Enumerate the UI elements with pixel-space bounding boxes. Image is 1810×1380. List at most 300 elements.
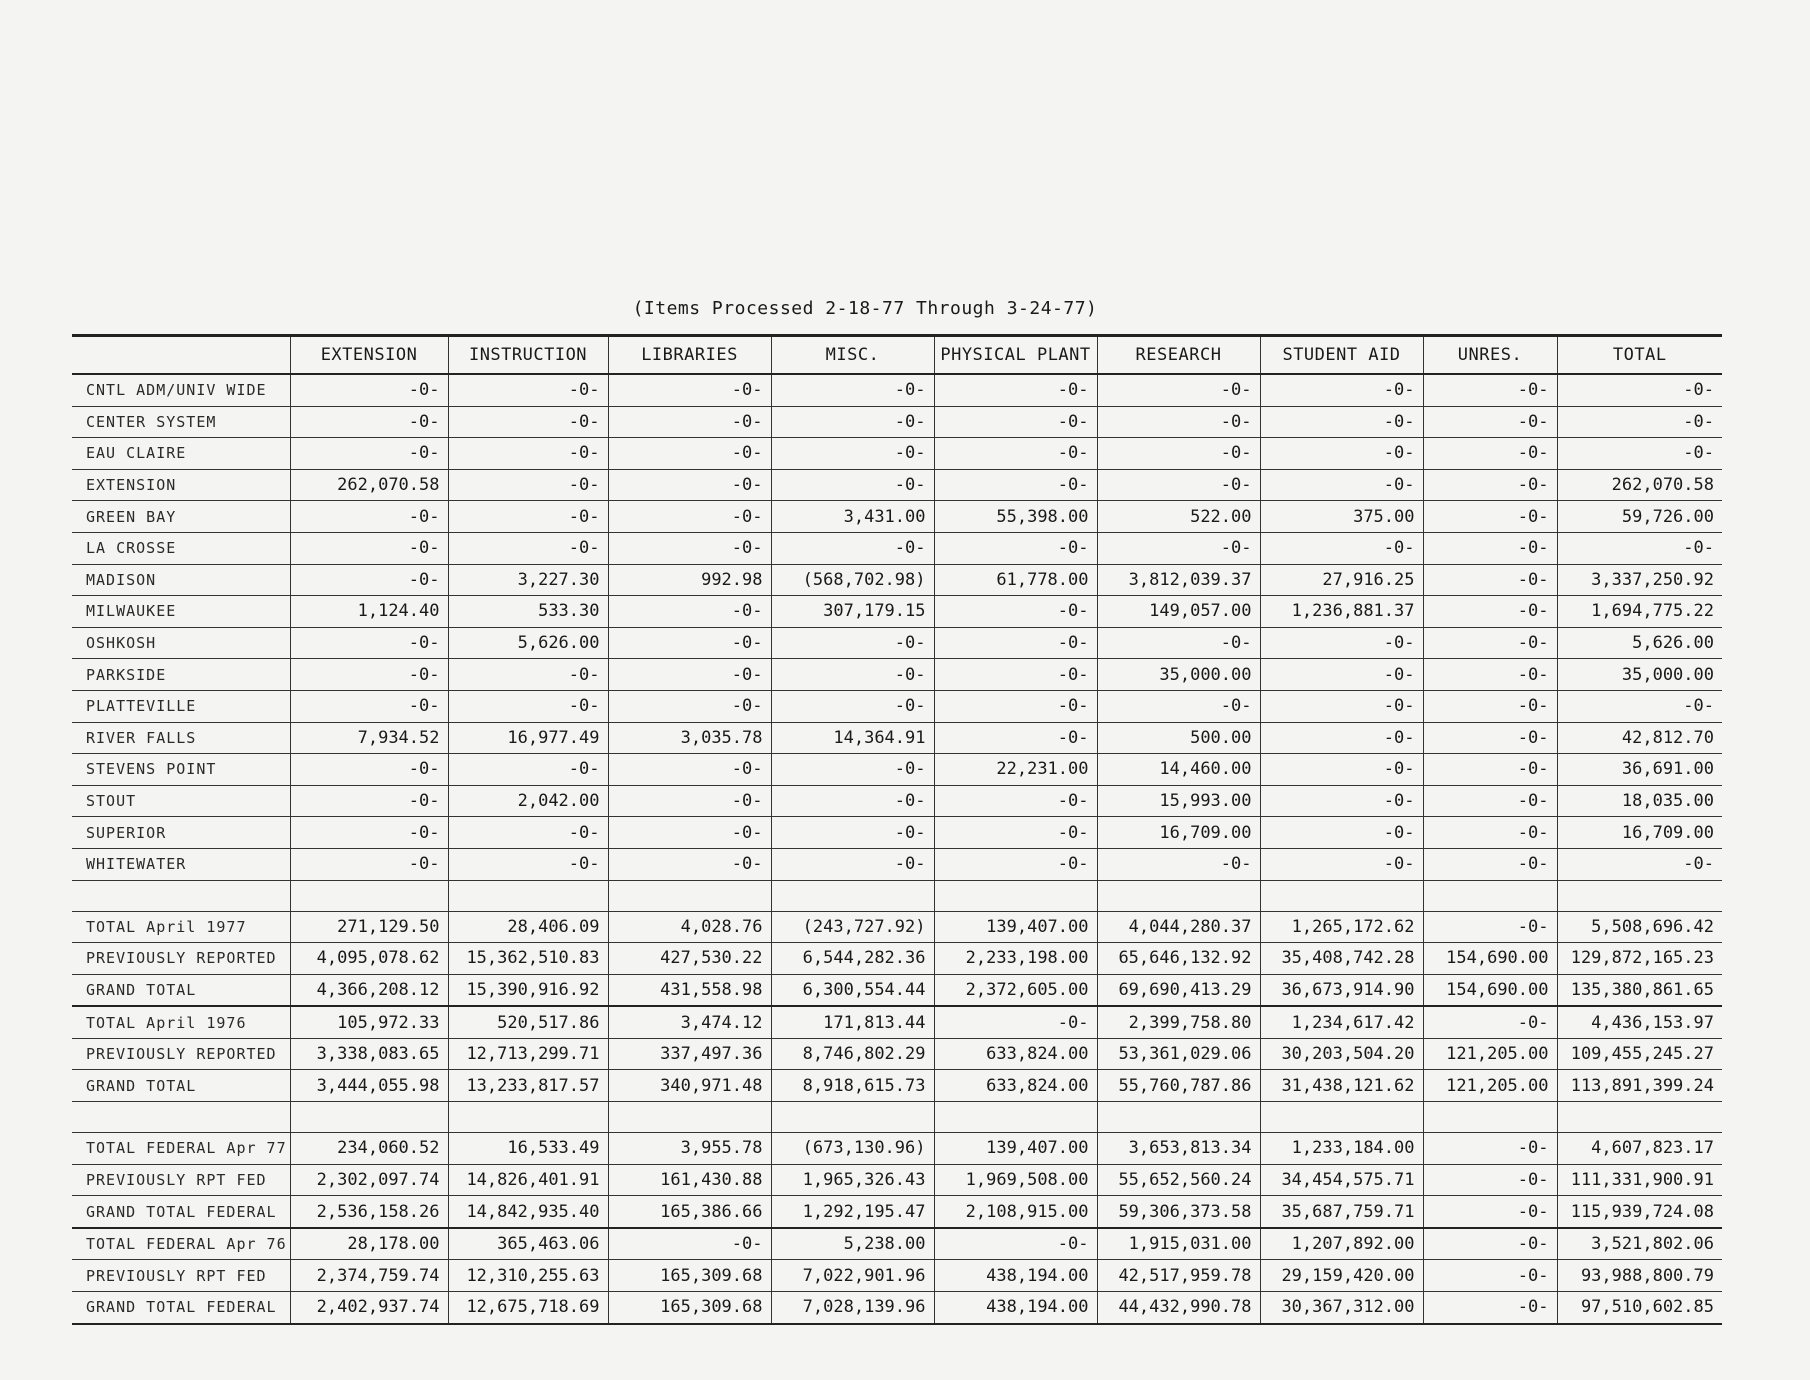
- cell-extension: 105,972.33: [290, 1006, 448, 1038]
- cell-unres: -0-: [1423, 911, 1557, 943]
- cell-student-aid: 1,236,881.37: [1260, 596, 1423, 628]
- cell-extension: -0-: [290, 627, 448, 659]
- cell-student-aid: -0-: [1260, 690, 1423, 722]
- table-row: [72, 1133, 1722, 1165]
- row-label: GRAND TOTAL: [72, 974, 290, 1006]
- cell-unres: 154,690.00: [1423, 943, 1557, 975]
- cell-student-aid: -0-: [1260, 374, 1423, 406]
- cell-physical-plant: 139,407.00: [934, 911, 1097, 943]
- cell-libraries: -0-: [608, 438, 771, 470]
- cell-extension: 7,934.52: [290, 722, 448, 754]
- cell-misc: 307,179.15: [771, 596, 934, 628]
- cell-libraries: 4,028.76: [608, 911, 771, 943]
- table-row: [72, 817, 1722, 849]
- cell-misc: -0-: [771, 438, 934, 470]
- table-row: [72, 943, 1722, 975]
- empty-cell: [448, 880, 608, 911]
- cell-libraries: 161,430.88: [608, 1164, 771, 1196]
- row-label: WHITEWATER: [72, 848, 290, 880]
- cell-misc: -0-: [771, 532, 934, 564]
- cell-instruction: 15,390,916.92: [448, 974, 608, 1006]
- cell-student-aid: -0-: [1260, 659, 1423, 691]
- empty-cell: [1557, 1102, 1722, 1133]
- cell-total: 109,455,245.27: [1557, 1038, 1722, 1070]
- table-row: [72, 1260, 1722, 1292]
- cell-physical-plant: -0-: [934, 406, 1097, 438]
- cell-misc: 8,918,615.73: [771, 1070, 934, 1102]
- row-label: STOUT: [72, 785, 290, 817]
- cell-physical-plant: -0-: [934, 1228, 1097, 1260]
- cell-extension: 2,402,937.74: [290, 1292, 448, 1324]
- cell-instruction: -0-: [448, 501, 608, 533]
- cell-physical-plant: -0-: [934, 374, 1097, 406]
- cell-total: 4,607,823.17: [1557, 1133, 1722, 1165]
- cell-unres: 121,205.00: [1423, 1038, 1557, 1070]
- cell-unres: 154,690.00: [1423, 974, 1557, 1006]
- cell-student-aid: 27,916.25: [1260, 564, 1423, 596]
- cell-physical-plant: 633,824.00: [934, 1070, 1097, 1102]
- row-label: TOTAL FEDERAL Apr 77: [72, 1133, 290, 1165]
- cell-student-aid: -0-: [1260, 785, 1423, 817]
- cell-misc: 6,544,282.36: [771, 943, 934, 975]
- empty-cell: [1097, 880, 1260, 911]
- cell-extension: -0-: [290, 785, 448, 817]
- cell-unres: -0-: [1423, 1260, 1557, 1292]
- empty-cell: [1097, 1102, 1260, 1133]
- cell-total: 3,337,250.92: [1557, 564, 1722, 596]
- cell-total: 93,988,800.79: [1557, 1260, 1722, 1292]
- cell-total: -0-: [1557, 374, 1722, 406]
- cell-misc: -0-: [771, 785, 934, 817]
- cell-total: -0-: [1557, 406, 1722, 438]
- cell-student-aid: -0-: [1260, 469, 1423, 501]
- row-label: TOTAL FEDERAL Apr 76: [72, 1228, 290, 1260]
- cell-unres: -0-: [1423, 1006, 1557, 1038]
- header-physical-plant: PHYSICAL PLANT: [934, 336, 1097, 375]
- header-label-column: [72, 336, 290, 375]
- table-row: [72, 785, 1722, 817]
- cell-student-aid: 1,233,184.00: [1260, 1133, 1423, 1165]
- table-row: [72, 532, 1722, 564]
- cell-extension: 1,124.40: [290, 596, 448, 628]
- cell-student-aid: 35,687,759.71: [1260, 1196, 1423, 1228]
- cell-total: 262,070.58: [1557, 469, 1722, 501]
- cell-instruction: 12,310,255.63: [448, 1260, 608, 1292]
- cell-libraries: -0-: [608, 627, 771, 659]
- cell-unres: -0-: [1423, 1164, 1557, 1196]
- empty-cell: [934, 880, 1097, 911]
- row-label: TOTAL April 1976: [72, 1006, 290, 1038]
- table-row: [72, 754, 1722, 786]
- cell-total: 18,035.00: [1557, 785, 1722, 817]
- cell-instruction: 533.30: [448, 596, 608, 628]
- cell-libraries: -0-: [608, 501, 771, 533]
- cell-instruction: 5,626.00: [448, 627, 608, 659]
- cell-physical-plant: -0-: [934, 438, 1097, 470]
- cell-instruction: 365,463.06: [448, 1228, 608, 1260]
- cell-instruction: -0-: [448, 848, 608, 880]
- cell-unres: -0-: [1423, 817, 1557, 849]
- header-total: TOTAL: [1557, 336, 1722, 375]
- cell-libraries: -0-: [608, 785, 771, 817]
- cell-libraries: 165,309.68: [608, 1260, 771, 1292]
- empty-cell: [608, 880, 771, 911]
- header-row: [72, 336, 1722, 375]
- cell-unres: -0-: [1423, 374, 1557, 406]
- cell-misc: -0-: [771, 406, 934, 438]
- table-row: [72, 690, 1722, 722]
- cell-total: 5,626.00: [1557, 627, 1722, 659]
- cell-student-aid: 1,265,172.62: [1260, 911, 1423, 943]
- cell-extension: 2,302,097.74: [290, 1164, 448, 1196]
- row-label: PARKSIDE: [72, 659, 290, 691]
- cell-unres: -0-: [1423, 438, 1557, 470]
- cell-physical-plant: 1,969,508.00: [934, 1164, 1097, 1196]
- cell-extension: 28,178.00: [290, 1228, 448, 1260]
- cell-instruction: -0-: [448, 754, 608, 786]
- table-row: [72, 564, 1722, 596]
- cell-instruction: 2,042.00: [448, 785, 608, 817]
- cell-instruction: 28,406.09: [448, 911, 608, 943]
- cell-libraries: -0-: [608, 754, 771, 786]
- cell-physical-plant: 55,398.00: [934, 501, 1097, 533]
- table-row: [72, 1196, 1722, 1228]
- cell-unres: -0-: [1423, 754, 1557, 786]
- cell-instruction: -0-: [448, 406, 608, 438]
- cell-student-aid: -0-: [1260, 406, 1423, 438]
- cell-instruction: -0-: [448, 659, 608, 691]
- empty-cell: [1423, 1102, 1557, 1133]
- table-row: [72, 1292, 1722, 1324]
- cell-physical-plant: -0-: [934, 596, 1097, 628]
- cell-extension: -0-: [290, 817, 448, 849]
- cell-misc: 171,813.44: [771, 1006, 934, 1038]
- cell-physical-plant: 438,194.00: [934, 1292, 1097, 1324]
- cell-instruction: -0-: [448, 438, 608, 470]
- cell-unres: -0-: [1423, 659, 1557, 691]
- cell-physical-plant: 438,194.00: [934, 1260, 1097, 1292]
- cell-physical-plant: -0-: [934, 848, 1097, 880]
- cell-research: 53,361,029.06: [1097, 1038, 1260, 1070]
- table-body: [72, 374, 1722, 1324]
- cell-student-aid: -0-: [1260, 627, 1423, 659]
- cell-total: 135,380,861.65: [1557, 974, 1722, 1006]
- cell-physical-plant: -0-: [934, 785, 1097, 817]
- cell-unres: -0-: [1423, 1292, 1557, 1324]
- cell-extension: -0-: [290, 564, 448, 596]
- cell-misc: -0-: [771, 627, 934, 659]
- cell-student-aid: -0-: [1260, 848, 1423, 880]
- cell-libraries: -0-: [608, 406, 771, 438]
- cell-unres: -0-: [1423, 1133, 1557, 1165]
- cell-physical-plant: 2,108,915.00: [934, 1196, 1097, 1228]
- cell-unres: -0-: [1423, 690, 1557, 722]
- cell-research: 35,000.00: [1097, 659, 1260, 691]
- cell-misc: -0-: [771, 817, 934, 849]
- table-header: [72, 336, 1722, 375]
- header-student-aid: STUDENT AID: [1260, 336, 1423, 375]
- row-label: CENTER SYSTEM: [72, 406, 290, 438]
- row-label: EXTENSION: [72, 469, 290, 501]
- cell-student-aid: 36,673,914.90: [1260, 974, 1423, 1006]
- table-row: [72, 1164, 1722, 1196]
- empty-cell: [771, 1102, 934, 1133]
- cell-misc: 1,292,195.47: [771, 1196, 934, 1228]
- cell-student-aid: 30,367,312.00: [1260, 1292, 1423, 1324]
- cell-instruction: 14,826,401.91: [448, 1164, 608, 1196]
- cell-instruction: -0-: [448, 532, 608, 564]
- cell-unres: 121,205.00: [1423, 1070, 1557, 1102]
- cell-extension: 4,366,208.12: [290, 974, 448, 1006]
- cell-physical-plant: 139,407.00: [934, 1133, 1097, 1165]
- empty-cell: [1557, 880, 1722, 911]
- cell-libraries: -0-: [608, 848, 771, 880]
- row-label: SUPERIOR: [72, 817, 290, 849]
- cell-research: 65,646,132.92: [1097, 943, 1260, 975]
- row-label: MILWAUKEE: [72, 596, 290, 628]
- table-row: [72, 501, 1722, 533]
- cell-physical-plant: -0-: [934, 659, 1097, 691]
- header-misc: MISC.: [771, 336, 934, 375]
- row-label: LA CROSSE: [72, 532, 290, 564]
- table-row: [72, 1228, 1722, 1260]
- cell-research: 500.00: [1097, 722, 1260, 754]
- row-label: GRAND TOTAL: [72, 1070, 290, 1102]
- table-row: [72, 848, 1722, 880]
- cell-research: -0-: [1097, 469, 1260, 501]
- table-row: [72, 1006, 1722, 1038]
- cell-libraries: 165,386.66: [608, 1196, 771, 1228]
- cell-instruction: -0-: [448, 469, 608, 501]
- cell-extension: -0-: [290, 374, 448, 406]
- cell-libraries: 992.98: [608, 564, 771, 596]
- cell-total: -0-: [1557, 532, 1722, 564]
- table-row: [72, 374, 1722, 406]
- table-row: [72, 627, 1722, 659]
- cell-unres: -0-: [1423, 406, 1557, 438]
- cell-research: -0-: [1097, 406, 1260, 438]
- cell-extension: 4,095,078.62: [290, 943, 448, 975]
- cell-instruction: 3,227.30: [448, 564, 608, 596]
- cell-misc: 6,300,554.44: [771, 974, 934, 1006]
- cell-student-aid: 30,203,504.20: [1260, 1038, 1423, 1070]
- table-row: [72, 406, 1722, 438]
- cell-instruction: 16,977.49: [448, 722, 608, 754]
- cell-student-aid: -0-: [1260, 754, 1423, 786]
- cell-student-aid: -0-: [1260, 438, 1423, 470]
- cell-physical-plant: 61,778.00: [934, 564, 1097, 596]
- header-extension: EXTENSION: [290, 336, 448, 375]
- cell-extension: -0-: [290, 848, 448, 880]
- cell-misc: 7,022,901.96: [771, 1260, 934, 1292]
- cell-physical-plant: 22,231.00: [934, 754, 1097, 786]
- cell-total: 35,000.00: [1557, 659, 1722, 691]
- empty-cell: [608, 1102, 771, 1133]
- row-label: GREEN BAY: [72, 501, 290, 533]
- cell-total: -0-: [1557, 690, 1722, 722]
- empty-cell: [448, 1102, 608, 1133]
- table-row: [72, 659, 1722, 691]
- empty-cell: [771, 880, 934, 911]
- table-row: [72, 438, 1722, 470]
- empty-cell: [290, 1102, 448, 1133]
- cell-libraries: -0-: [608, 596, 771, 628]
- cell-physical-plant: -0-: [934, 722, 1097, 754]
- header-libraries: LIBRARIES: [608, 336, 771, 375]
- empty-cell: [1260, 1102, 1423, 1133]
- cell-instruction: -0-: [448, 817, 608, 849]
- cell-extension: 271,129.50: [290, 911, 448, 943]
- cell-instruction: -0-: [448, 690, 608, 722]
- cell-instruction: 13,233,817.57: [448, 1070, 608, 1102]
- cell-student-aid: -0-: [1260, 722, 1423, 754]
- expenditure-table-container: [72, 334, 1722, 1325]
- table-row: [72, 974, 1722, 1006]
- page-title: (Items Processed 2-18-77 Through 3-24-77): [632, 298, 1098, 319]
- table-row: [72, 1070, 1722, 1102]
- cell-unres: -0-: [1423, 596, 1557, 628]
- cell-extension: -0-: [290, 754, 448, 786]
- cell-total: 3,521,802.06: [1557, 1228, 1722, 1260]
- cell-libraries: 3,035.78: [608, 722, 771, 754]
- cell-research: -0-: [1097, 532, 1260, 564]
- cell-research: -0-: [1097, 690, 1260, 722]
- table-row: [72, 911, 1722, 943]
- cell-extension: -0-: [290, 406, 448, 438]
- table-row: [72, 1038, 1722, 1070]
- cell-total: 97,510,602.85: [1557, 1292, 1722, 1324]
- cell-research: 55,760,787.86: [1097, 1070, 1260, 1102]
- cell-instruction: 12,713,299.71: [448, 1038, 608, 1070]
- cell-libraries: -0-: [608, 374, 771, 406]
- row-label: PREVIOUSLY RPT FED: [72, 1260, 290, 1292]
- cell-student-aid: 375.00: [1260, 501, 1423, 533]
- header-research: RESEARCH: [1097, 336, 1260, 375]
- cell-total: 36,691.00: [1557, 754, 1722, 786]
- cell-libraries: 337,497.36: [608, 1038, 771, 1070]
- cell-research: 522.00: [1097, 501, 1260, 533]
- row-label: MADISON: [72, 564, 290, 596]
- empty-cell: [72, 880, 290, 911]
- cell-student-aid: 31,438,121.62: [1260, 1070, 1423, 1102]
- cell-misc: -0-: [771, 690, 934, 722]
- empty-cell: [1423, 880, 1557, 911]
- cell-unres: -0-: [1423, 627, 1557, 659]
- row-label: CNTL ADM/UNIV WIDE: [72, 374, 290, 406]
- cell-total: 42,812.70: [1557, 722, 1722, 754]
- cell-misc: -0-: [771, 848, 934, 880]
- cell-extension: 3,338,083.65: [290, 1038, 448, 1070]
- cell-total: 129,872,165.23: [1557, 943, 1722, 975]
- cell-instruction: 15,362,510.83: [448, 943, 608, 975]
- cell-misc: 1,965,326.43: [771, 1164, 934, 1196]
- cell-libraries: 3,474.12: [608, 1006, 771, 1038]
- cell-research: 42,517,959.78: [1097, 1260, 1260, 1292]
- cell-physical-plant: 2,233,198.00: [934, 943, 1097, 975]
- cell-libraries: -0-: [608, 659, 771, 691]
- cell-libraries: -0-: [608, 817, 771, 849]
- cell-libraries: -0-: [608, 469, 771, 501]
- cell-extension: 262,070.58: [290, 469, 448, 501]
- cell-research: 44,432,990.78: [1097, 1292, 1260, 1324]
- spacer-row: [72, 1102, 1722, 1133]
- cell-extension: -0-: [290, 659, 448, 691]
- cell-research: -0-: [1097, 374, 1260, 406]
- cell-student-aid: -0-: [1260, 532, 1423, 564]
- cell-extension: -0-: [290, 438, 448, 470]
- spacer-row: [72, 880, 1722, 911]
- cell-total: -0-: [1557, 848, 1722, 880]
- cell-unres: -0-: [1423, 469, 1557, 501]
- cell-misc: -0-: [771, 659, 934, 691]
- cell-research: 1,915,031.00: [1097, 1228, 1260, 1260]
- cell-physical-plant: -0-: [934, 1006, 1097, 1038]
- row-label: TOTAL April 1977: [72, 911, 290, 943]
- row-label: PREVIOUSLY REPORTED: [72, 943, 290, 975]
- cell-research: -0-: [1097, 848, 1260, 880]
- cell-misc: -0-: [771, 754, 934, 786]
- cell-research: 55,652,560.24: [1097, 1164, 1260, 1196]
- cell-research: 2,399,758.80: [1097, 1006, 1260, 1038]
- cell-misc: (568,702.98): [771, 564, 934, 596]
- row-label: EAU CLAIRE: [72, 438, 290, 470]
- cell-physical-plant: -0-: [934, 532, 1097, 564]
- table-row: [72, 469, 1722, 501]
- cell-total: 59,726.00: [1557, 501, 1722, 533]
- row-label: PREVIOUSLY RPT FED: [72, 1164, 290, 1196]
- cell-research: 4,044,280.37: [1097, 911, 1260, 943]
- cell-instruction: 12,675,718.69: [448, 1292, 608, 1324]
- cell-total: 113,891,399.24: [1557, 1070, 1722, 1102]
- header-instruction: INSTRUCTION: [448, 336, 608, 375]
- cell-misc: 7,028,139.96: [771, 1292, 934, 1324]
- cell-research: -0-: [1097, 627, 1260, 659]
- row-label: GRAND TOTAL FEDERAL: [72, 1196, 290, 1228]
- cell-total: 16,709.00: [1557, 817, 1722, 849]
- cell-extension: 3,444,055.98: [290, 1070, 448, 1102]
- cell-total: -0-: [1557, 438, 1722, 470]
- cell-libraries: 3,955.78: [608, 1133, 771, 1165]
- cell-physical-plant: 2,372,605.00: [934, 974, 1097, 1006]
- cell-instruction: 16,533.49: [448, 1133, 608, 1165]
- cell-misc: 8,746,802.29: [771, 1038, 934, 1070]
- cell-libraries: -0-: [608, 1228, 771, 1260]
- cell-misc: -0-: [771, 374, 934, 406]
- cell-research: 16,709.00: [1097, 817, 1260, 849]
- cell-total: 4,436,153.97: [1557, 1006, 1722, 1038]
- cell-misc: -0-: [771, 469, 934, 501]
- empty-cell: [934, 1102, 1097, 1133]
- cell-misc: (673,130.96): [771, 1133, 934, 1165]
- cell-student-aid: -0-: [1260, 817, 1423, 849]
- cell-physical-plant: -0-: [934, 817, 1097, 849]
- cell-student-aid: 29,159,420.00: [1260, 1260, 1423, 1292]
- cell-unres: -0-: [1423, 848, 1557, 880]
- cell-misc: (243,727.92): [771, 911, 934, 943]
- cell-libraries: 340,971.48: [608, 1070, 771, 1102]
- cell-unres: -0-: [1423, 722, 1557, 754]
- cell-student-aid: 1,234,617.42: [1260, 1006, 1423, 1038]
- cell-total: 1,694,775.22: [1557, 596, 1722, 628]
- empty-cell: [290, 880, 448, 911]
- cell-research: -0-: [1097, 438, 1260, 470]
- cell-research: 59,306,373.58: [1097, 1196, 1260, 1228]
- row-label: STEVENS POINT: [72, 754, 290, 786]
- cell-extension: 234,060.52: [290, 1133, 448, 1165]
- cell-physical-plant: -0-: [934, 690, 1097, 722]
- cell-unres: -0-: [1423, 501, 1557, 533]
- header-unres: UNRES.: [1423, 336, 1557, 375]
